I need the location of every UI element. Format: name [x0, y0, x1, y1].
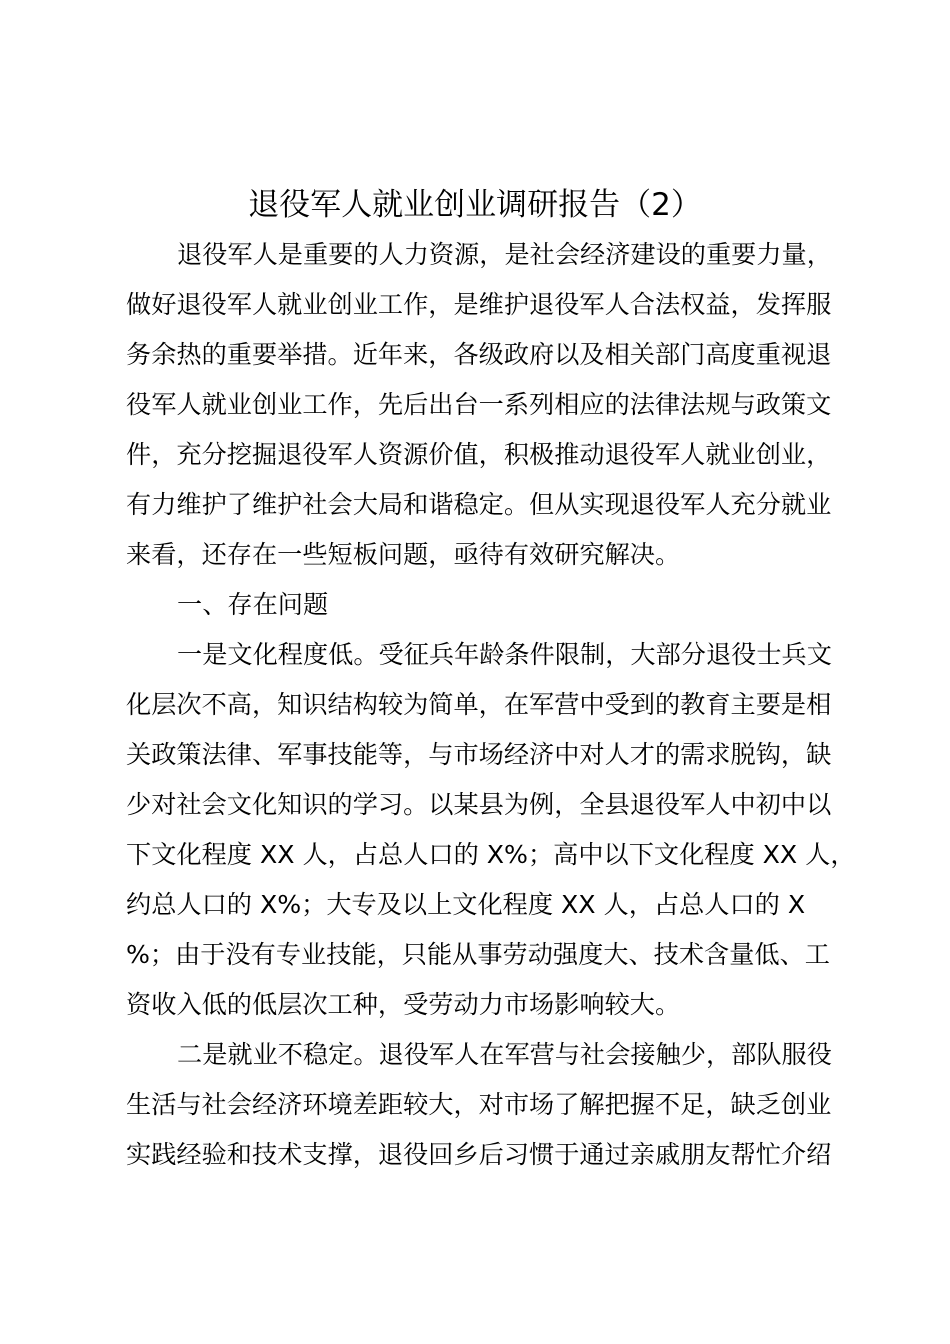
line-text: %；由于没有专业技能，只能从事劳动强度大、技术含量低、工 — [126, 940, 830, 969]
paragraph-line — [0, 280, 950, 330]
line-text: 下文化程度 XX 人，占总人口的 X%；高中以下文化程度 XX 人， — [126, 840, 856, 869]
paragraph-line — [0, 1080, 950, 1130]
paragraph-line — [0, 380, 950, 430]
document-title: 退役军人就业创业调研报告（2） — [248, 187, 702, 223]
paragraph-line — [0, 630, 950, 680]
paragraph-line — [0, 680, 950, 730]
line-text: 资收入低的低层次工种，受劳动力市场影响较大。 — [126, 990, 681, 1019]
line-text: 件，充分挖掘退役军人资源价值，积极推动退役军人就业创业， — [126, 440, 832, 469]
line-text: 务余热的重要举措。近年来，各级政府以及相关部门高度重视退 — [126, 340, 832, 369]
line-text: 二是就业不稳定。退役军人在军营与社会接触少，部队服役 — [177, 1040, 832, 1069]
line-text: 有力维护了维护社会大局和谐稳定。但从实现退役军人充分就业 — [126, 490, 832, 519]
line-text: 生活与社会经济环境差距较大，对市场了解把握不足，缺乏创业 — [126, 1090, 832, 1119]
paragraph-line — [0, 1130, 950, 1180]
paragraph-line — [0, 430, 950, 480]
section-heading-text: 一、存在问题 — [177, 590, 329, 619]
paragraph-line — [0, 330, 950, 380]
paragraph-line — [0, 830, 950, 880]
paragraph-line — [0, 880, 950, 930]
line-text: 一是文化程度低。受征兵年龄条件限制，大部分退役士兵文 — [177, 640, 832, 669]
line-text: 来看，还存在一些短板问题，亟待有效研究解决。 — [126, 540, 681, 569]
line-text: 役军人就业创业工作，先后出台一系列相应的法律法规与政策文 — [126, 390, 832, 419]
line-text: 退役军人是重要的人力资源，是社会经济建设的重要力量， — [177, 240, 832, 269]
line-text: 关政策法律、军事技能等，与市场经济中对人才的需求脱钩，缺 — [126, 740, 832, 769]
paragraph-line — [0, 780, 950, 830]
section-heading — [0, 580, 950, 630]
paragraph-line — [0, 230, 950, 280]
paragraph-line — [0, 980, 950, 1030]
line-text: 实践经验和技术支撑，退役回乡后习惯于通过亲戚朋友帮忙介绍 — [126, 1140, 832, 1169]
line-text: 化层次不高，知识结构较为简单，在军营中受到的教育主要是相 — [126, 690, 832, 719]
line-text: 少对社会文化知识的学习。以某县为例，全县退役军人中初中以 — [126, 790, 832, 819]
line-text: 做好退役军人就业创业工作，是维护退役军人合法权益，发挥服 — [126, 290, 832, 319]
paragraph-line — [0, 530, 950, 580]
paragraph-line — [0, 930, 950, 980]
paragraph-line — [0, 480, 950, 530]
paragraph-line — [0, 1030, 950, 1080]
paragraph-line — [0, 730, 950, 780]
line-text: 约总人口的 X%；大专及以上文化程度 XX 人，占总人口的 X — [126, 890, 806, 919]
